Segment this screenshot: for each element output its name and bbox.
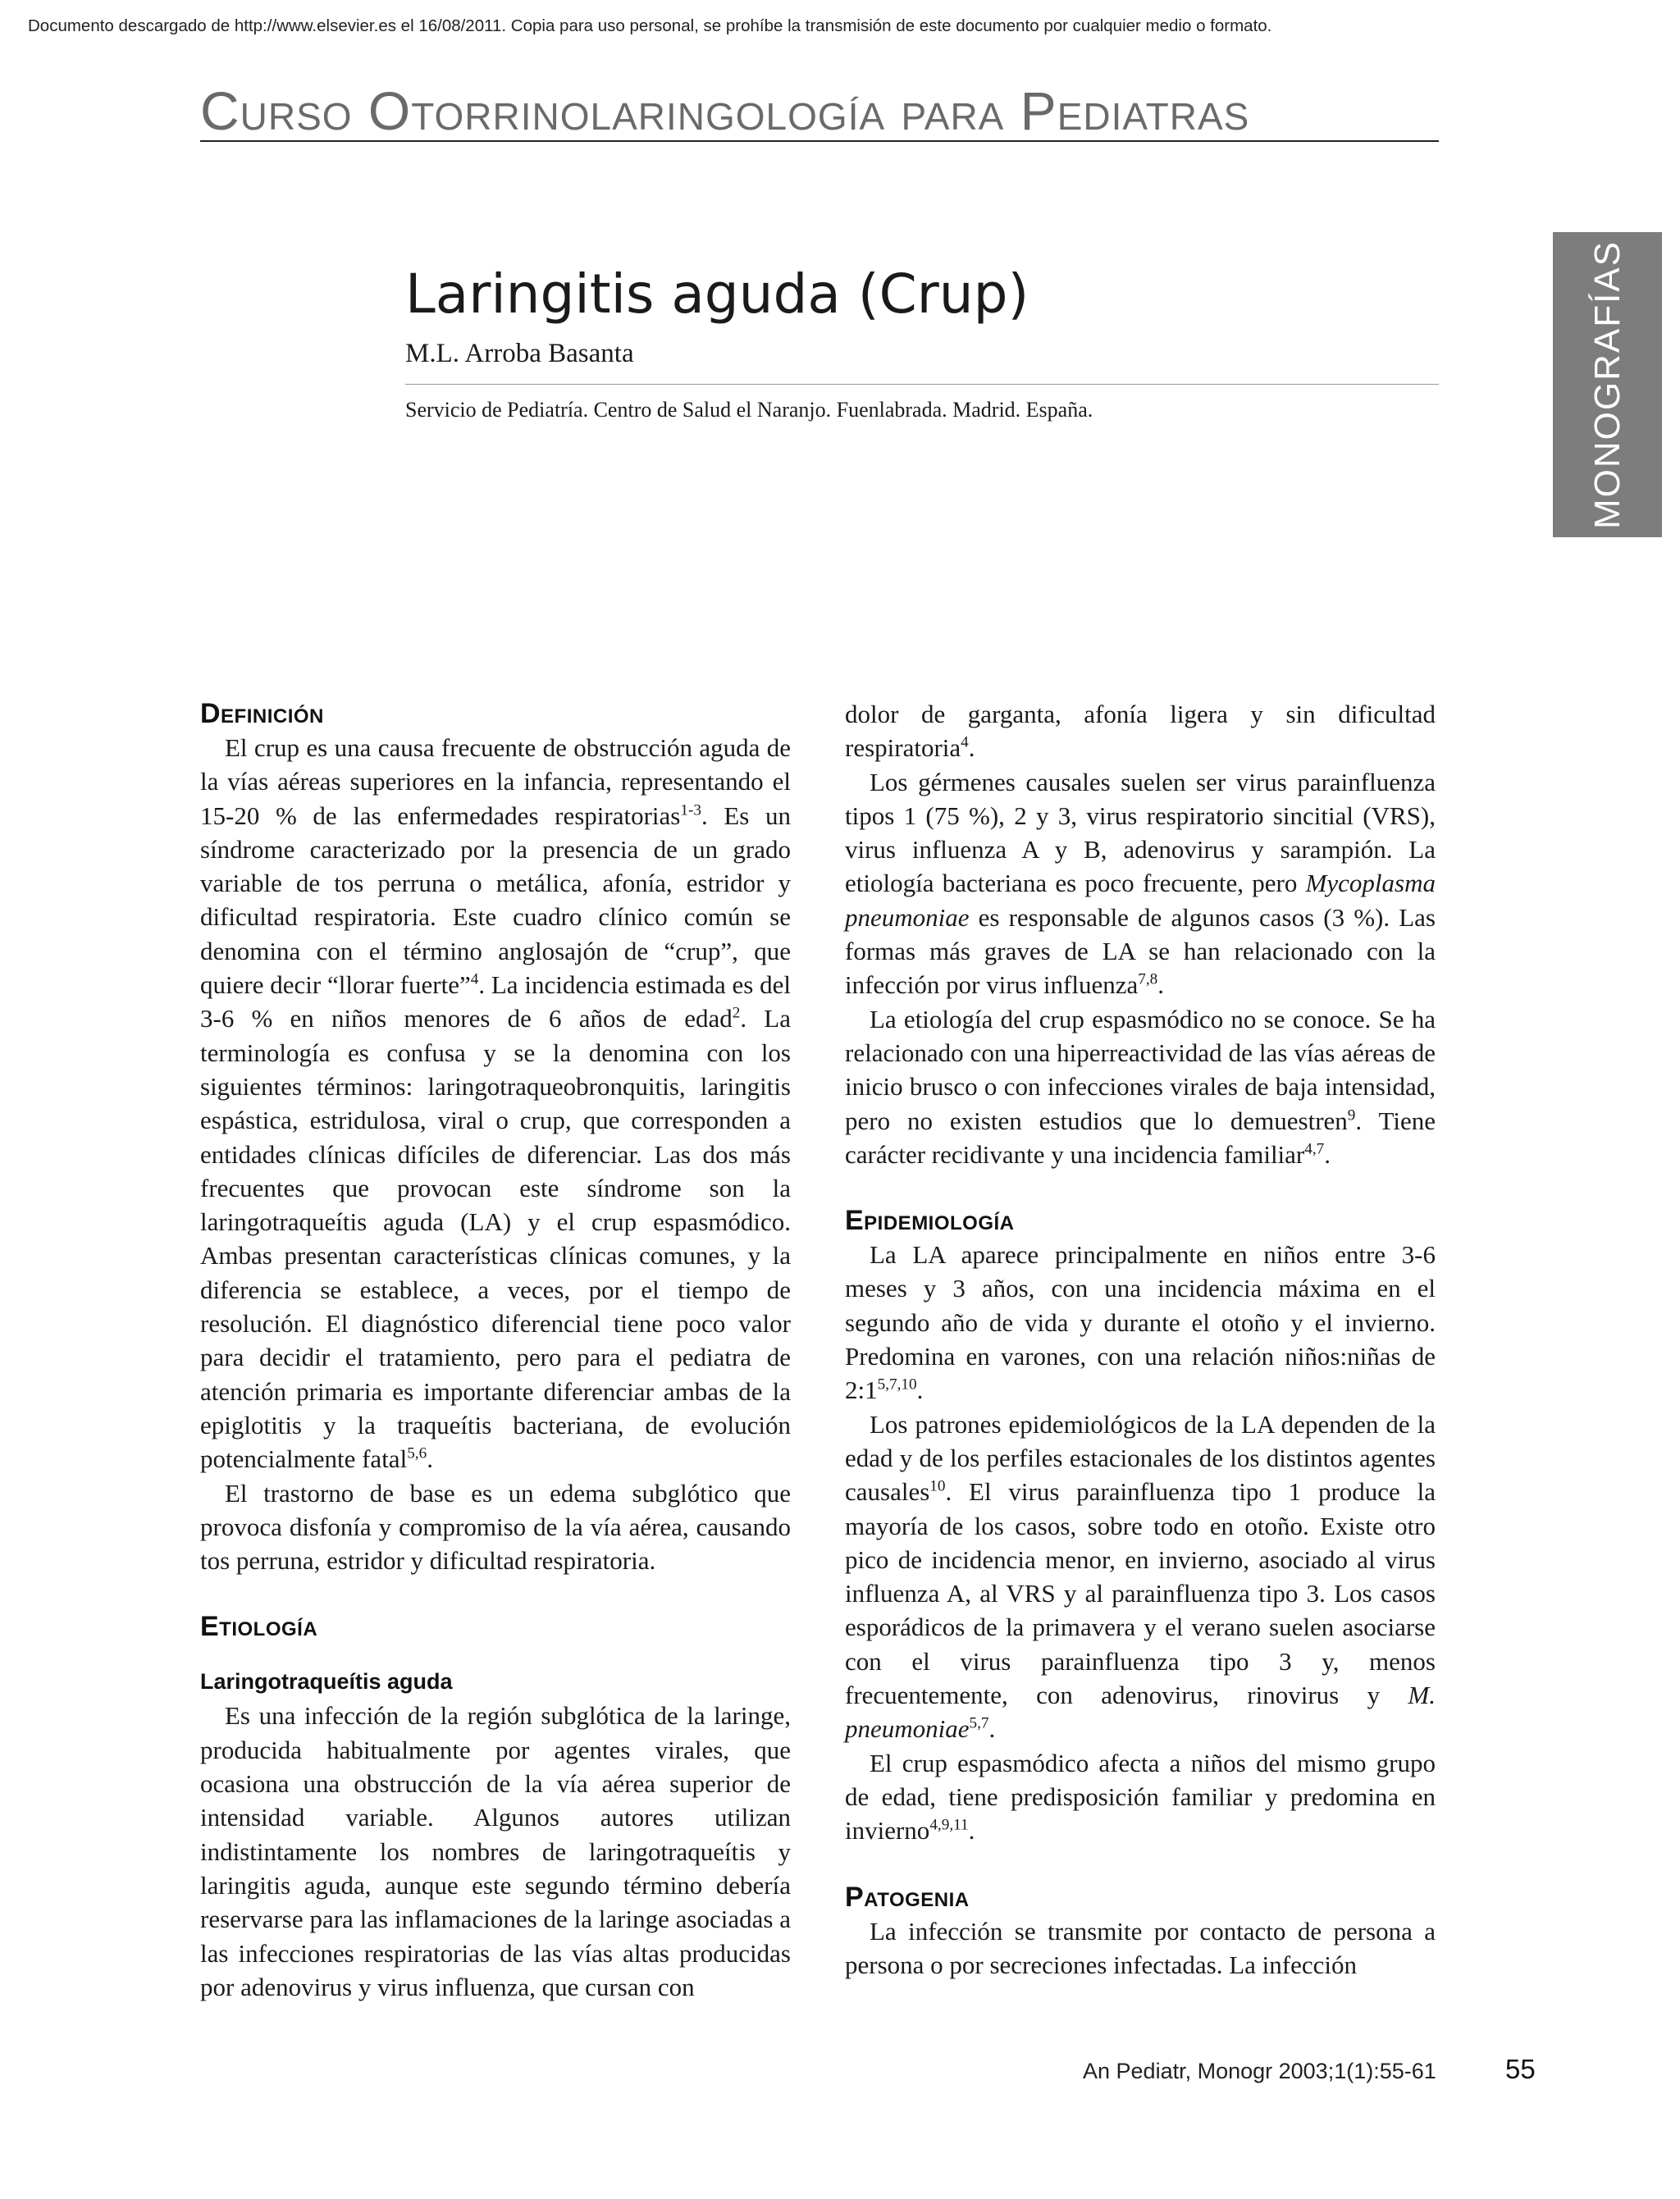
- right-column: [845, 697, 1436, 1982]
- paragraph-etiologia-2: Los gérmenes causales suelen ser virus parainfluenza tipos 1 (75 %), 2 y 3, virus respiratorio sincitial (VRS), virus influenza A y B, adenovirus y sarampión. La etiología bacteriana es poco frecuente, pero Mycoplasma pneumoniae es responsable de algunos casos (3 %). Las formas más graves de LA se han relacionado con la infección por virus influenza$^{7,8}$.: [845, 767, 1436, 1000]
- page-number: 55: [1505, 2054, 1536, 2084]
- section-heading-patogenia: Patogenia: [845, 1881, 970, 1913]
- paragraph-epidemiologia-3: El crup espasmódico afecta a niños del mismo grupo de edad, tiene predisposición familiar y predomina en invierno$^{4,9,11}$.: [845, 1748, 1436, 1845]
- citation-ref: 5,6: [407, 1444, 427, 1462]
- footer-citation: An Pediatr, Monogr 2003;1(1):55-61: [1083, 2059, 1436, 2083]
- paragraph-epidemiologia-1: La LA aparece principalmente en niños entre 3-6 meses y 3 años, con una incidencia máxima en el segundo año de vida y durante el otoño y el invierno. Predomina en varones, con una relación niños:niñas de 2:1$^{5,7,10}$.: [845, 1240, 1436, 1405]
- paragraph-patogenia-1: La infección se transmite por contacto de persona a persona o por secreciones infectadas. La infección: [845, 1916, 1436, 1979]
- paragraph-etiologia-1-cont: dolor de garganta, afonía ligera y sin dificultad respiratoria$^4$.: [845, 700, 1436, 763]
- side-tab: [1553, 232, 1662, 537]
- citation-ref: 7,8: [1138, 971, 1158, 989]
- citation-ref: 1-3: [680, 801, 701, 819]
- citation-ref: 4: [961, 733, 969, 751]
- citation-ref: 4,9,11: [929, 1816, 969, 1834]
- paragraph-definicion-1: El crup es una causa frecuente de obstrucción aguda de la vías aéreas superiores en la infancia, representando el 15-20 % de las enfermedades respiratorias$^{1-3}$. Es un síndrome caracterizado por la presencia de un grado variable de tos perruna o metálica, afonía, estridor y dificultad respiratoria. Este cuadro clínico común se denomina con el término anglosajón de “crup”, que quiere decir “llorar fuerte”$^4$. La incidencia estimada es del 3-6 % en niños menores de 6 años de edad$^2$. La terminología es confusa y se la denomina con los siguientes términos: laringotraqueobronquitis, laringitis espástica, estridulosa, viral o crup, que corresponden a entidades clínicas difíciles de diferenciar. Las dos más frecuentes que provocan este síndrome son la laringotraqueítis aguda (LA) y el crup espasmódico. Ambas presentan características clínicas comunes, y la diferencia se establece, a veces, por el tiempo de resolución. El diagnóstico diferencial tiene poco valor para decidir el tratamiento, pero para el pediatra de atención primaria es importante diferenciar ambas de la epiglotitis y la traqueítis bacteriana, de evolución potencialmente fatal$^{5,6}$.: [200, 733, 791, 1474]
- species-name: Mycoplasma pneumoniae: [845, 869, 1436, 932]
- section-heading-etiologia: Etiología: [200, 1611, 318, 1643]
- citation-ref: 5,7,10: [877, 1376, 917, 1394]
- paragraph-etiologia-1: Es una infección de la región subglótica de la laringe, producida habitualmente por agentes virales, que ocasiona una obstrucción de la vía aérea superior de intensidad variable. Algunos autores utilizan indistintamente los nombres de laringotraqueítis y laringitis aguda, aunque este segundo término debería reservarse para las inflamaciones de la laringe asociadas a las infecciones respiratorias de las vías altas producidas por adenovirus y virus influenza, que cursan con: [200, 1701, 791, 2001]
- paragraph-etiologia-3: La etiología del crup espasmódico no se conoce. Se ha relacionado con una hiperreactividad de las vías aéreas de inicio brusco o con infecciones virales de baja intensidad, pero no existen estudios que lo demuestren$^9$. Tiene carácter recidivante y una incidencia familiar$^{4,7}$.: [845, 1004, 1436, 1169]
- species-name: M. pneumoniae: [845, 1681, 1436, 1744]
- section-heading-definicion: Definición: [200, 698, 324, 729]
- section-heading-epidemiologia: Epidemiología: [845, 1205, 1015, 1237]
- paragraph-epidemiologia-2: Los patrones epidemiológicos de la LA dependen de la edad y de los perfiles estacionales de los distintos agentes causales$^{10}$. El virus parainfluenza tipo 1 produce la mayoría de los casos, sobre todo en otoño. Existe otro pico de incidencia menor, en invierno, asociado al virus influenza A, al VRS y al parainfluenza tipo 3. Los casos esporádicos de la primavera y el verano suelen asociarse con el virus parainfluenza tipo 3 y, menos frecuentemente, con adenovirus, rinovirus y M. pneumoniae$^{5,7}$.: [845, 1409, 1436, 1744]
- series-header: Curso Otorrinolaringología para Pediatras: [200, 78, 1439, 142]
- citation-ref: 10: [929, 1477, 946, 1495]
- left-column: [200, 697, 791, 2004]
- citation-ref: 4,7: [1304, 1140, 1325, 1158]
- download-notice: Documento descargado de http://www.elsevier.es el 16/08/2011. Copia para uso personal, se prohíbe la transmisión de este documento por cualquier medio o formato.: [28, 16, 1272, 35]
- side-tab-label: MONOGRAFÍAS: [1586, 240, 1628, 530]
- citation-ref: 5,7: [969, 1714, 989, 1732]
- paragraph-definicion-2: El trastorno de base es un edema subglótico que provoca disfonía y compromiso de la vía aérea, causando tos perruna, estridor y dificultad respiratoria.: [200, 1478, 791, 1576]
- citation-ref: 2: [732, 1005, 741, 1023]
- citation-ref: 4: [470, 970, 479, 988]
- citation-ref: 9: [1347, 1106, 1356, 1125]
- article-title: Laringitis aguda (Crup): [405, 262, 1029, 326]
- subheading-laringotraqueitis: Laringotraqueítis aguda: [200, 1669, 453, 1695]
- affiliation: Servicio de Pediatría. Centro de Salud el Naranjo. Fuenlabrada. Madrid. España.: [405, 398, 1093, 422]
- author: M.L. Arroba Basanta: [405, 336, 1439, 385]
